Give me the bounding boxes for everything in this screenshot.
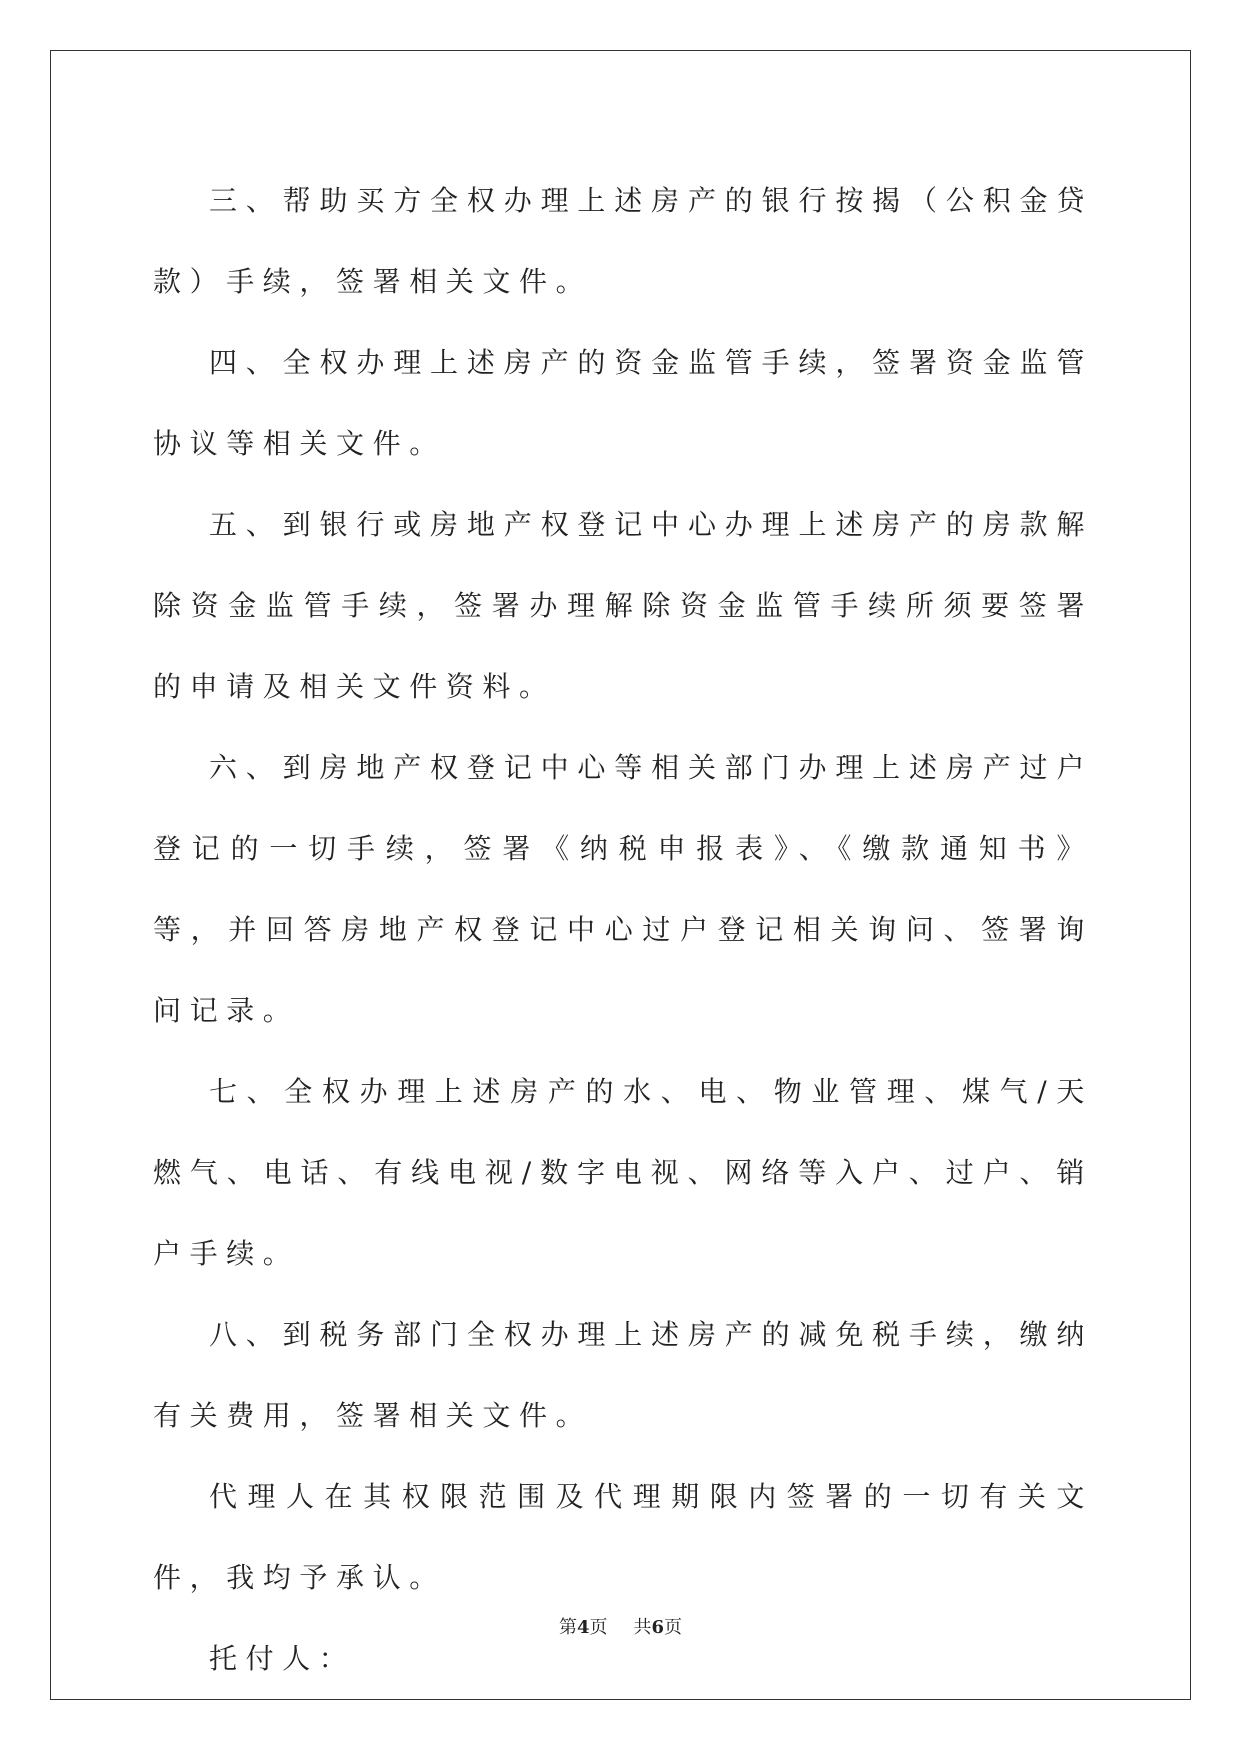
paragraph-acknowledgement: 代理人在其权限范围及代理期限内签署的一切有关文件，我均予承认。	[153, 1480, 1093, 1594]
paragraph-item-7: 七、全权办理上述房产的水、电、物业管理、煤气/天燃气、电话、有线电视/数字电视、网络等入户、过户、销户手续。	[153, 1075, 1093, 1270]
page-number-suffix: 页	[589, 1617, 608, 1638]
paragraph-item-6: 六、到房地产权登记中心等相关部门办理上述房产过户登记的一切手续，签署《纳税申报表》、《缴款通知书》等，并回答房地产权登记中心过户登记相关询问、签署询问记录。	[153, 751, 1093, 1027]
paragraph-item-3: 三、帮助买方全权办理上述房产的银行按揭（公积金贷款）手续，签署相关文件。	[153, 184, 1093, 298]
page-footer	[0, 1616, 1241, 1640]
page-number-prefix: 第	[558, 1617, 577, 1638]
paragraph-item-4: 四、全权办理上述房产的资金监管手续，签署资金监管协议等相关文件。	[153, 346, 1093, 460]
document-body	[153, 160, 1093, 1699]
paragraph-item-8: 八、到税务部门全权办理上述房产的减免税手续，缴纳有关费用，签署相关文件。	[153, 1318, 1093, 1432]
page-total-suffix: 页	[664, 1617, 683, 1638]
page-number-current: 4	[576, 1617, 590, 1638]
paragraph-item-5: 五、到银行或房地产权登记中心办理上述房产的房款解除资金监管手续，签署办理解除资金监管手续所须要签署的申请及相关文件资料。	[153, 508, 1093, 703]
page-total-prefix: 共	[633, 1617, 652, 1638]
paragraph-principal: 托付人：	[209, 1642, 356, 1675]
page-number-total: 6	[651, 1617, 665, 1638]
